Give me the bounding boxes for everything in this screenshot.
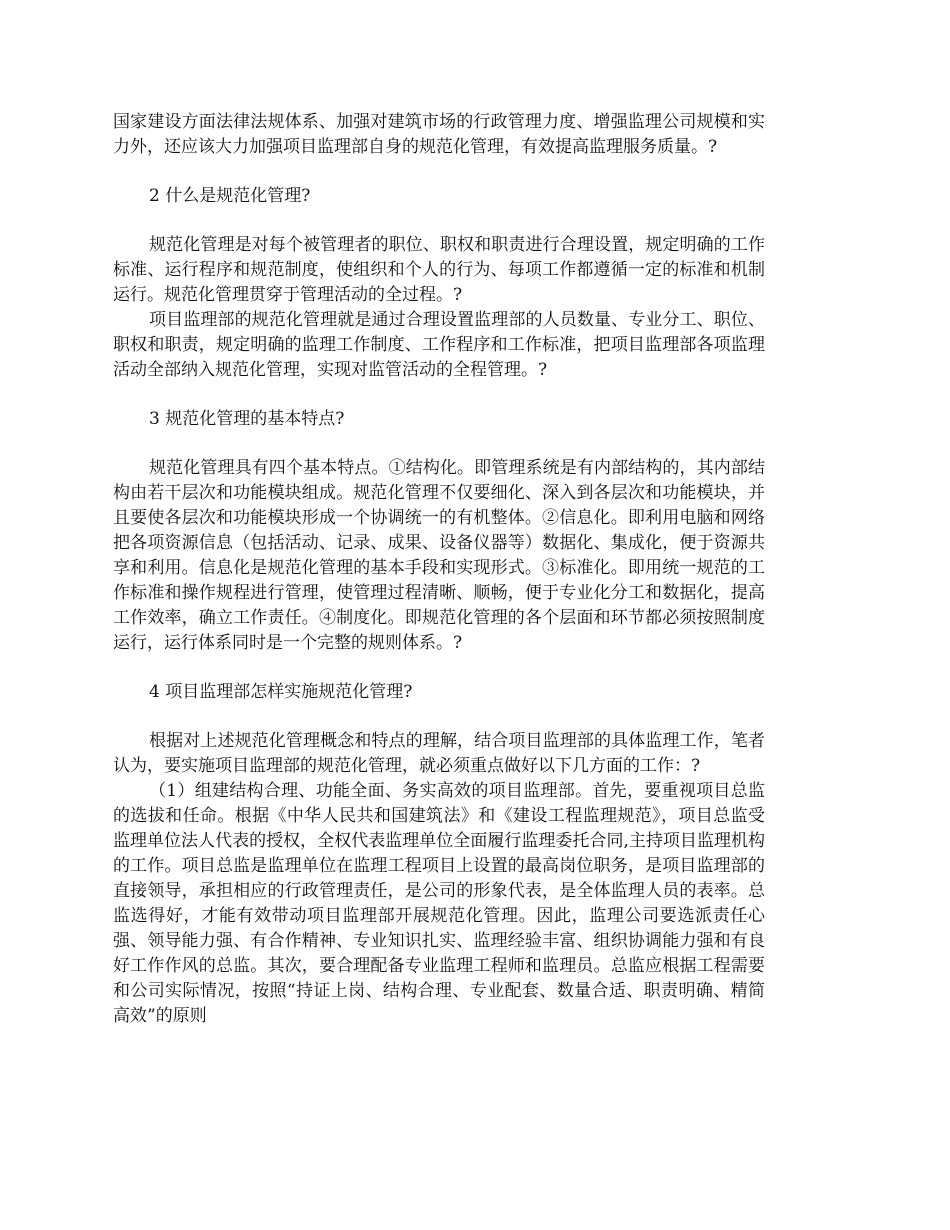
section-heading-2: 2 什么是规范化管理?	[149, 186, 311, 206]
intro-paragraph: 国家建设方面法律法规体系、加强对建筑市场的行政管理力度、增强监理公司规模和实力外，还应该大力加强项目监理部自身的规范化管理，有效提高监理服务质量。?	[113, 112, 765, 157]
definition-paragraph: 规范化管理是对每个被管理者的职位、职权和职责进行合理设置，规定明确的工作标准、运行程序和规范制度，使组织和个人的行为、每项工作都遵循一定的标准和机制运行。规范化管理贯穿于管理活动的全过程。?	[113, 235, 765, 305]
project-management-paragraph: 项目监理部的规范化管理就是通过合理设置监理部的人员数量、专业分工、职位、职权和职责，规定明确的监理工作制度、工作程序和工作标准，把项目监理部各项监理活动全部纳入规范化管理，实现对监管活动的全程管理。?	[113, 310, 765, 380]
implementation-intro-paragraph: 根据对上述规范化管理概念和特点的理解，结合项目监理部的具体监理工作，笔者认为，要实施项目监理部的规范化管理，就必须重点做好以下几方面的工作：?	[113, 731, 765, 776]
implementation-item-1-paragraph: （1）组建结构合理、功能全面、务实高效的项目监理部。首先，要重视项目总监的选拔和任命。根据《中华人民共和国建筑法》和《建设工程监理规范》，项目总监受监理单位法人代表的授权，全权代表监理单位全面履行监理委托合同,主持项目监理机构的工作。项目总监是监理单位在监理工程项目上设置的最高岗位职务，是项目监理部的直接领导，承担相应的行政管理责任，是公司的形象代表，是全体监理人员的表率。总监选得好，才能有效带动项目监理部开展规范化管理。因此，监理公司要选派责任心强、领导能力强、有合作精神、专业知识扎实、监理经验丰富、组织协调能力强和有良好工作作风的总监。其次，要合理配备专业监理工程师和监理员。总监应根据工程需要和公司实际情况，按照“持证上岗、结构合理、专业配套、数量合适、职责明确、精简高效”的原则	[113, 781, 765, 1026]
section-heading-4: 4 项目监理部怎样实施规范化管理?	[149, 682, 413, 702]
document-page	[113, 110, 765, 1029]
section-heading-3: 3 规范化管理的基本特点?	[149, 409, 345, 429]
characteristics-paragraph: 规范化管理具有四个基本特点。①结构化。即管理系统是有内部结构的，其内部结构由若干层次和功能模块组成。规范化管理不仅要细化、深入到各层次和功能模块，并且要使各层次和功能模块形成一个协调统一的有机整体。②信息化。即利用电脑和网络把各项资源信息（包括活动、记录、成果、设备仪器等）数据化、集成化，便于资源共享和利用。信息化是规范化管理的基本手段和实现形式。③标准化。即用统一规范的工作标准和操作规程进行管理，使管理过程清晰、顺畅，便于专业化分工和数据化，提高工作效率，确立工作责任。④制度化。即规范化管理的各个层面和环节都必须按照制度运行，运行体系同时是一个完整的规则体系。?	[113, 458, 765, 653]
